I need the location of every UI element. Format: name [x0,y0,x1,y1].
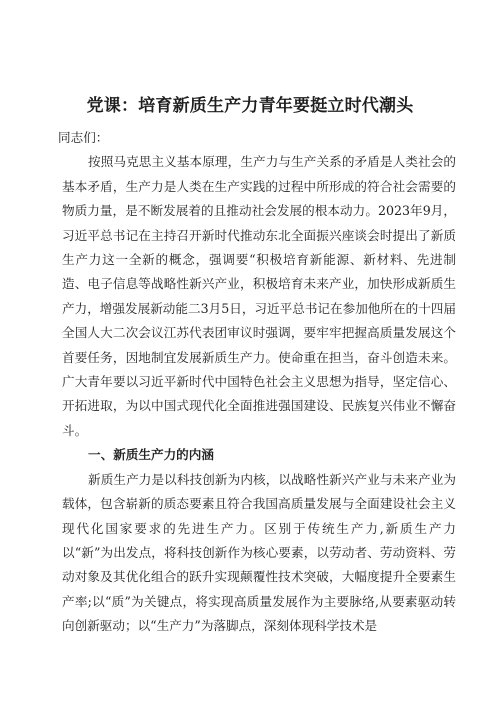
intro-paragraph: 按照马克思主义基本原理，生产力与生产关系的矛盾是人类社会的基本矛盾，生产力是人类在生产实践的过程中所形成的符合社会需要的物质力量，是不断发展着的且推动社会发展的根本动力。2023年9月，习近平总书记在主持召开新时代推动东北全面振兴座谈会时提出了新质生产力这一全新的概念，强调要“积极培育新能源、新材料、先进制造、电子信息等战略性新兴产业，积极培育未来产业，加快形成新质生产力，增强发展新动能二3月5日，习近平总书记在参加他所在的十四届全国人大二次会议江苏代表团审议时强调，要牢牢把握高质量发展这个首要任务，因地制宜发展新质生产力。使命重在担当，奋斗创造未来。广大青年要以习近平新时代中国特色社会主义思想为指导，坚定信心、开拓进取，为以中国式现代化全面推进强国建设、民族复兴伟业不懈奋斗。 [62,154,456,438]
section-paragraph: 新质生产力是以科技创新为内核，以战略性新兴产业与未来产业为载体，包含崭新的质态要素且符合我国高质量发展与全面建设社会主义现代化国家要求的先进生产力。区别于传统生产力,新质生产力以“新”为出发点，将科技创新作为核心要素，以劳动者、劳动资料、劳动对象及其优化组合的跃升实现颠覆性技术突破，大幅度提升全要素生产率;以“质”为关键点，将实现高质量发展作为主要脉络,从要素驱动转向创新驱动；以“生产力”为落脚点，深刻体现科学技术是 [62,471,456,634]
section-heading: 一、新质生产力的内涵 [88,447,214,463]
document-title: 党课：培育新质生产力青年要挺立时代潮头 [86,96,414,116]
salutation: 同志们： [58,130,109,145]
